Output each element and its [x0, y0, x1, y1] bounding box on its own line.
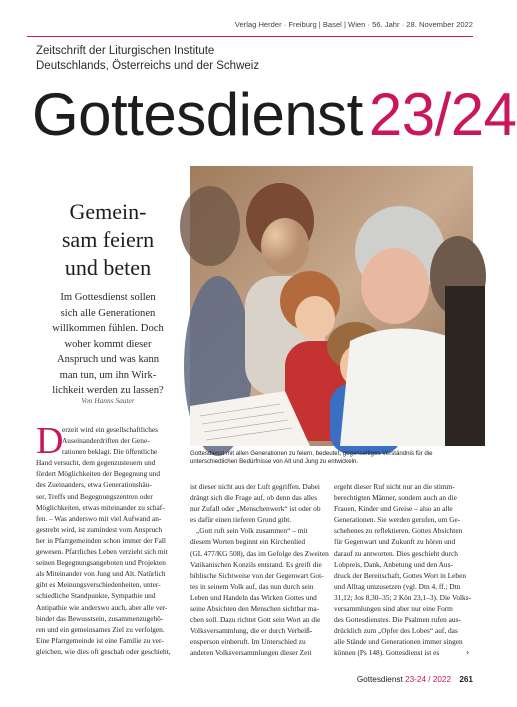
body-column-1	[36, 420, 181, 657]
top-rule	[27, 36, 473, 37]
subtitle-line-2: Deutschlands, Österreichs und der Schweiz	[36, 60, 260, 72]
masthead-issue: 23/24	[368, 81, 517, 148]
body-line: ser, Treffs und Begegnungszentren oder	[36, 491, 153, 501]
body-line: rationen beklagt. Die öffentliche	[62, 447, 158, 457]
headline-line-1: Gemein-	[69, 199, 147, 224]
body-line: Volksversammlung, die er durch Verheiß-	[190, 626, 313, 636]
body-line: ren und ein gemeinsames Ziel zu verfolgen.	[36, 624, 165, 634]
teaser-line: willkommen fühlen. Doch	[52, 323, 164, 334]
body-line: für Gegenwart und Zukunft zu hören und	[334, 537, 456, 547]
body-line: tes in seinem Volk auf, das nun durch sein	[190, 581, 314, 591]
body-line: schehenes zu reflektieren, Gottes Absichten	[334, 526, 463, 536]
body-line: gibt es Meinungsverschiedenheiten, unter-	[36, 580, 161, 590]
teaser-line: woher kommt dieser	[64, 338, 152, 350]
body-line: des Zueinanders, etwa Generationshäu-	[36, 480, 152, 490]
body-line: Antipathie wie anderswo auch, aber alle ver-	[36, 602, 168, 612]
photo-illustration	[190, 166, 473, 446]
body-line: bindet das Bewusstsein, zusammenzugehö-	[36, 613, 164, 623]
teaser-line: Im Gottesdienst sollen	[60, 292, 156, 303]
subtitle-line-1: Zeitschrift der Liturgischen Institute	[36, 45, 215, 57]
body-column-2	[190, 481, 330, 659]
teaser-line: Anspruch und was kann	[56, 354, 160, 365]
body-line: seine Absichten den Menschen sichtbar ma-	[190, 604, 320, 614]
body-line: ist dieser nicht aus der Luft gegriffen. Dabei	[190, 482, 320, 491]
body-line: versammlungen sind aber nur eine Form	[334, 604, 453, 614]
body-line: seinen Begegnungsangeboten und Projekten	[36, 558, 166, 568]
body-line: diesem Worten beginnt ein Kirchenlied	[190, 537, 306, 547]
article-teaser	[36, 290, 180, 399]
body-line: Frauen, Kinder und Greise – also an alle	[334, 504, 453, 514]
body-line: biblische Sichtweise von der Gegenwart Got-	[190, 570, 324, 580]
body-line: „Gott ruft sein Volk zusammen“ – mit	[196, 526, 308, 536]
body-line: als Miteinander von Jung und Alt. Natürlich	[36, 569, 166, 579]
body-line: ensperson einberuft. Im Unterschied zu	[190, 637, 306, 647]
article-headline	[36, 198, 180, 282]
masthead-name: Gottesdienst	[32, 81, 363, 148]
body-line: gestrebt wird, ist zumindest vom Anspruch	[36, 524, 163, 534]
teaser-line: man tun, um ihn Wirk-	[59, 369, 157, 381]
body-line: Vatikanischen Konzils entstand. Es greift die	[190, 559, 322, 569]
headline-line-3: und beten	[64, 255, 152, 280]
body-line: schiedliche Standpunkte, Sympathie und	[36, 591, 156, 601]
body-line: berechtigten Männer, sondern auch an die	[334, 493, 457, 503]
body-line: ergeht dieser Ruf nicht nur an die stimm-	[334, 482, 455, 491]
teaser-line: sich alle Generationen	[60, 307, 156, 319]
photo-caption: Gottesdienst mit allen Generationen zu feiern, bedeutet, gegenseitiges Verständnis für die unterschiedlichen Bedürfnisse von Alt und Jung zu entwickeln.	[190, 450, 433, 465]
body-line: alle Stände und Generationen immer singen	[334, 637, 463, 647]
header-meta: Verlag Herder · Freiburg | Basel | Wien · 56. Jahr · 28. November 2022	[234, 20, 473, 29]
body-line: gewesen. Pfarrliches Leben verzieht sich mit	[36, 547, 168, 557]
footer-issue: 23-24 / 2022	[405, 675, 452, 684]
body-line: drücklich zum „Opfer des Lobes“ auf, das	[334, 626, 458, 636]
body-line: Möglichkeiten, etwas miteinander zu schaf-	[36, 502, 165, 512]
body-line: Hand versucht, dem gegenzusteuern und	[36, 458, 156, 468]
body-line: fen. – Was anderswo mit viel Aufwand an-	[36, 513, 162, 523]
body-line: es dafür einen tieferen Grund gibt.	[190, 515, 292, 525]
body-line: (GL 477/KG 508), das im Gefolge des Zweiten	[190, 548, 329, 558]
body-line: Lobpreis, Dank, Anbetung und den Aus-	[334, 559, 453, 569]
article-photo	[190, 166, 473, 446]
teaser-line: lichkeit werden zu lassen?	[52, 385, 164, 396]
continue-arrow-icon[interactable]: ›	[466, 648, 470, 657]
body-line: und Alltag umzusetzen (vgl. Dtn 4, ff.; Dtn	[334, 581, 461, 591]
footer-journal-name: Gottesdienst	[356, 675, 403, 684]
body-line: darauf zu antworten. Dies geschieht durch	[334, 548, 458, 558]
body-line: her in Pfarrgemeinden schon immer der Fall	[36, 535, 166, 545]
drop-cap: D	[36, 420, 64, 462]
body-line: gleichen, wie dies oft geschah oder geschieht,	[36, 646, 171, 656]
body-line: nur Zufall oder „Menschenwerk“ ist oder ob	[190, 504, 321, 514]
body-line: Eine Pfarrgemeinde ist eine Familie zu ver-	[36, 635, 164, 645]
body-line: Auseinanderdriften der Gene-	[62, 436, 150, 446]
body-line: erzeit wird ein gesellschaftliches	[62, 425, 159, 434]
body-line: druck der Bereitschaft, Gottes Wort in Leben	[334, 570, 467, 580]
body-column-3	[334, 481, 474, 659]
masthead	[32, 80, 517, 150]
page-number: 261	[459, 675, 473, 684]
body-line: fördert Möglichkeiten der Begegnung und	[36, 469, 160, 479]
journal-subtitle	[36, 44, 259, 74]
body-line: drängt sich die Frage auf, ob denn das alles	[190, 493, 318, 503]
body-line: 31,12; Jos 8,30–35; 2 Kön 23,1–3). Die Volks-	[334, 592, 472, 602]
body-line: Generationen. Sie werden gerufen, um Ge-	[334, 515, 461, 525]
body-line: des Gottesdienstes. Die Psalmen rufen aus-	[334, 615, 461, 625]
body-line: können (Ps 148). Gottesdienst ist es	[334, 648, 440, 658]
body-line: Leben und Handeln das Wirken Gottes und	[190, 592, 317, 602]
body-line: chen soll. Dazu richtet Gott sein Wort an die	[190, 615, 321, 625]
article-author: Von Hanns Sauter	[81, 396, 135, 405]
page-footer	[357, 675, 473, 684]
body-line: anderen Volksversammlungen dieser Zeit	[190, 648, 312, 658]
headline-line-2: sam feiern	[61, 227, 155, 252]
